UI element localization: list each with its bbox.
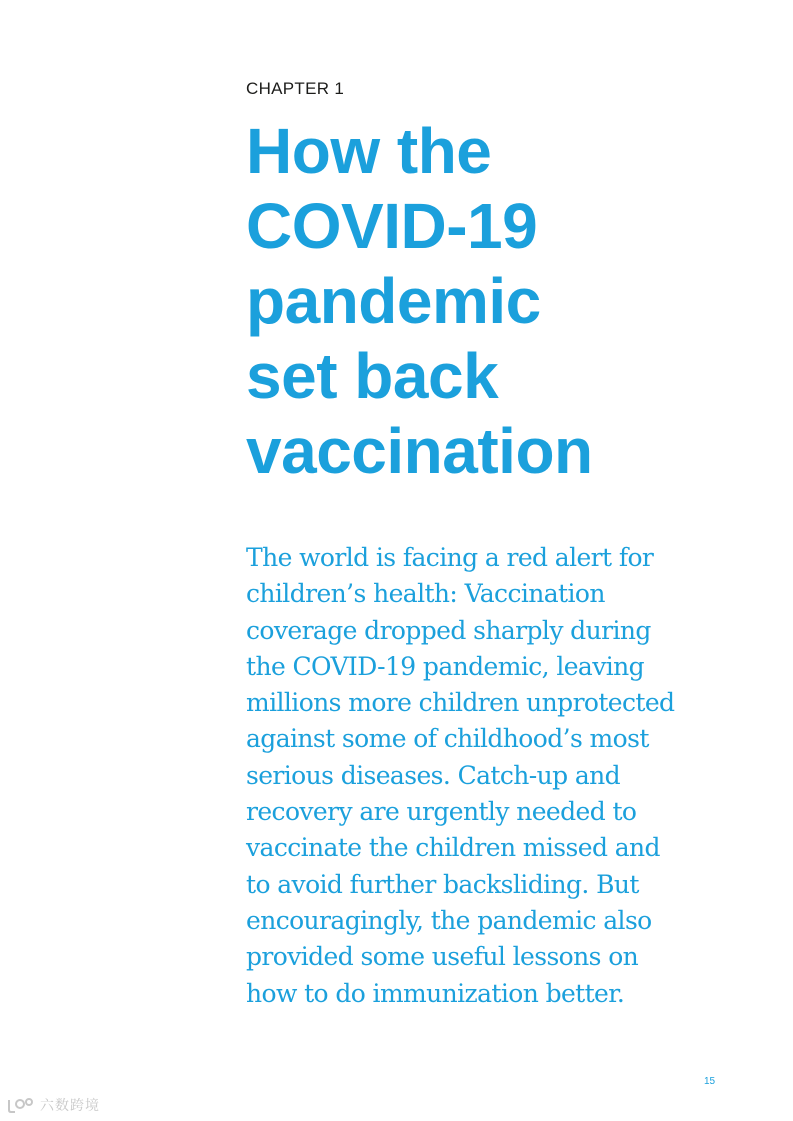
intro-line: The world is facing a red alert for bbox=[246, 543, 654, 572]
page-number: 15 bbox=[704, 1076, 716, 1087]
watermark-text: 六数跨境 bbox=[40, 1098, 100, 1114]
intro-line: recovery are urgently needed to bbox=[246, 797, 637, 827]
intro-line: serious diseases. Catch-up and bbox=[246, 760, 621, 790]
chapter-title-line: COVID-19 bbox=[246, 190, 538, 262]
intro-line: children’s health: Vaccination bbox=[246, 579, 605, 609]
chapter-title-line: vaccination bbox=[246, 415, 593, 487]
chapter-title-line: How the bbox=[246, 115, 492, 187]
watermark-logo-icon bbox=[6, 1096, 36, 1114]
chapter-title bbox=[246, 114, 766, 489]
intro-line: vaccinate the children missed and bbox=[246, 833, 660, 863]
intro-line: provided some useful lessons on bbox=[246, 942, 639, 972]
watermark bbox=[6, 1095, 100, 1115]
intro-line: the COVID-19 pandemic, leaving bbox=[246, 651, 645, 681]
chapter-title-line: pandemic bbox=[246, 265, 541, 337]
intro-paragraph bbox=[246, 540, 766, 1012]
chapter-title-line: set back bbox=[246, 340, 499, 412]
intro-line: millions more children unprotected bbox=[246, 688, 675, 718]
intro-line: against some of childhood’s most bbox=[246, 724, 649, 754]
chapter-header bbox=[246, 78, 766, 489]
intro-line: to avoid further backsliding. But bbox=[246, 869, 639, 899]
intro-line: encouragingly, the pandemic also bbox=[246, 905, 652, 935]
intro-line: how to do immunization better. bbox=[246, 978, 625, 1008]
chapter-label: CHAPTER 1 bbox=[246, 79, 345, 98]
intro-line: coverage dropped sharply during bbox=[246, 615, 651, 645]
